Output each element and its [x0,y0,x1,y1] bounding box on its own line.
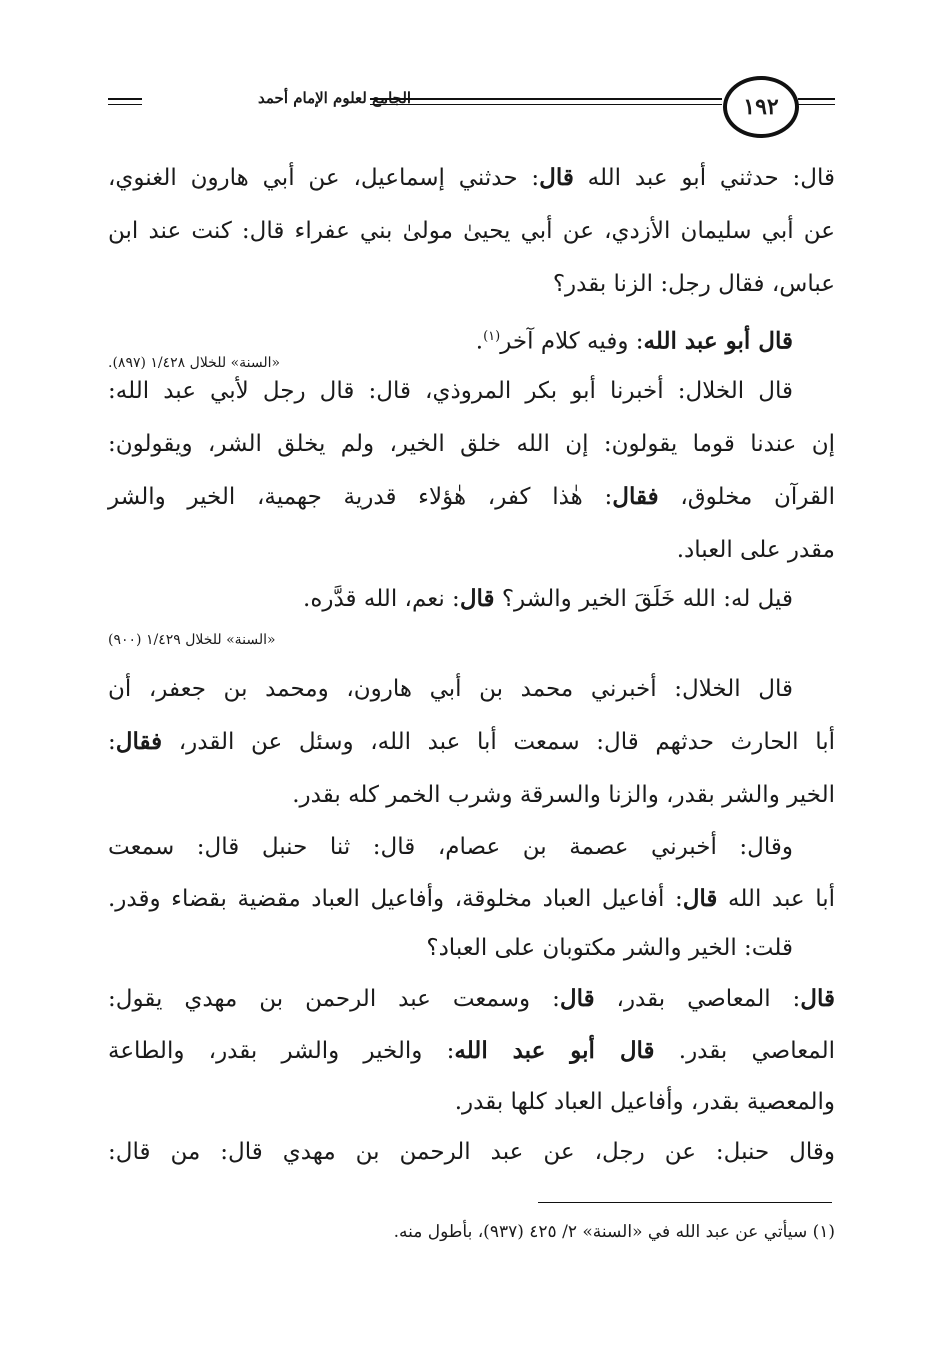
text-line [108,371,835,411]
page-number-badge [723,76,799,138]
bold-keyword: فقال [115,728,163,755]
bold-keyword: قال [459,585,495,612]
text-line [108,424,835,464]
text-line [108,979,835,1019]
text-line [108,669,835,709]
text-run: قلت: الخير والشر مكتوبان على العباد؟ [426,935,793,961]
footnote-rule [538,1202,832,1203]
text-run: والمعصية بقدر، وأفاعيل العباد كلها بقدر. [454,1089,835,1115]
text-run: : أفاعيل العباد مخلوقة، وأفاعيل العباد مقضية بقضاء وقدر. [108,886,683,912]
header-rule-middle [370,98,722,100]
footnote: (١) سيأتي عن عبد الله في «السنة» ٢/ ٤٢٥ (٩٣٧)، بأطول منه. [393,1222,835,1242]
text-run: قيل له: الله خَلَقَ الخير والشر؟ [494,586,793,612]
page-number: ١٩٢ [743,94,779,120]
text-line [108,827,835,867]
source-reference: «السنة» للخلال ١/٤٢٩ (٩٠٠) [108,632,276,648]
text-line [108,1082,835,1122]
text-run: : وفيه كلام آخر [500,328,644,355]
text-line [108,775,835,815]
text-run: المعاصي بقدر. [654,1038,835,1064]
bold-keyword: قال أبو عبد الله [643,327,793,355]
source-reference: «السنة» للخلال ١/٤٢٨ (٨٩٧). [108,355,281,371]
book-title: الجامع لعلوم الإمام أحمد [258,89,412,107]
text-line [108,158,835,198]
text-run: إن عندنا قوما يقولون: إن الله خلق الخير، ولم يخلق الشر، ويقولون: [108,431,835,457]
text-run: القرآن مخلوق، [658,484,835,510]
text-run: عن أبي سليمان الأزدي، عن أبي يحيىٰ مولىٰ بني عفراء قال: كنت عند ابن [108,218,835,244]
text-run: وقال: أخبرني عصمة بن عصام، قال: ثنا حنبل قال: سمعت [108,834,793,860]
header-rule-left-thin [108,104,142,105]
text-run: : حدثني إسماعيل، عن أبي هارون الغنوي، [108,165,540,191]
bold-keyword: قال [559,985,595,1012]
text-run: أبا عبد الله [717,886,836,912]
text-run: : والخير والشر بقدر، والطاعة [108,1038,455,1064]
text-line [108,617,835,660]
text-line [108,879,835,919]
text-line [108,1031,835,1071]
text-line [108,722,835,762]
header-rule-right [798,98,835,100]
text-line [108,477,835,517]
running-header [108,80,835,136]
text-run: . [475,328,484,355]
text-run: : [108,729,116,755]
text-run: الخير والشر بقدر، والزنا والسرقة وشرب الخمر كله بقدر. [292,782,835,808]
text-line [108,928,835,968]
text-run: عباس، فقال رجل: الزنا بقدر؟ [552,271,835,297]
header-rule-right-thin [798,104,835,105]
text-run: وقال حنبل: عن رجل، عن عبد الرحمن بن مهدي قال: من قال: [108,1139,835,1165]
bold-keyword: قال [682,885,718,912]
text-run: قال الخلال: أخبرنا أبو بكر المروذي، قال: قال رجل لأبي عبد الله: [108,378,793,404]
header-rule-middle-thin [370,104,722,105]
text-run: أبا الحارث حدثهم قال: سمعت أبا عبد الله، وسئل عن القدر، [162,729,835,755]
header-rule-left [108,98,142,100]
footnote-marker: (١) [483,329,501,344]
text-line [108,1132,835,1172]
bold-keyword: قال أبو عبد الله [454,1037,655,1064]
text-line [108,579,835,619]
text-line [108,211,835,251]
text-run: قال الخلال: أخبرني محمد بن أبي هارون، ومحمد بن جعفر، أن [108,676,793,702]
bold-keyword: فقال [612,483,659,510]
text-run: : نعم، الله قدَّره. [303,586,460,612]
text-run: مقدر على العباد. [676,537,835,563]
text-line [108,530,835,570]
text-run: : المعاصي بقدر، [594,986,801,1012]
text-line [108,264,835,304]
text-run: : هٰذا كفر، هٰؤلاء قدرية جهمية، الخير والشر [108,484,613,510]
text-run: قال: حدثني أبو عبد الله [573,165,835,191]
bold-keyword: قال [800,985,835,1012]
text-run: : وسمعت عبد الرحمن بن مهدي يقول: [108,986,560,1012]
bold-keyword: قال [539,164,574,191]
